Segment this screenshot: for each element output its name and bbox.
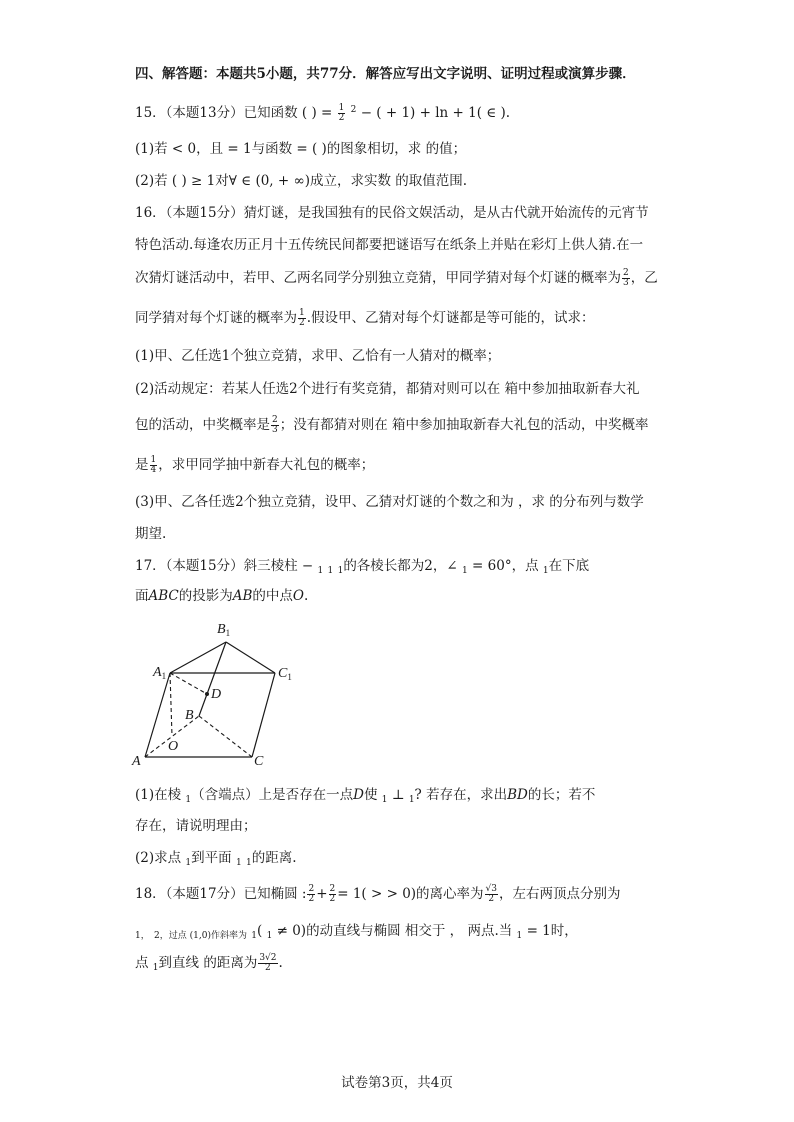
frac-den: 2 bbox=[265, 963, 271, 973]
page-footer: 试卷第3页，共4页 bbox=[341, 1075, 453, 1091]
subscript: 1 bbox=[542, 566, 549, 576]
subscript: 1 bbox=[327, 566, 334, 576]
q18-l1c: ，左右两顶点分别为 bbox=[499, 886, 621, 902]
subscript: 1 bbox=[185, 795, 192, 805]
frac-num: 2 bbox=[272, 415, 278, 425]
label-d: D bbox=[211, 687, 222, 702]
q17-p2c: 的距离. bbox=[251, 850, 297, 866]
q16-fraction-1-2 bbox=[298, 309, 306, 328]
subscript: 1 bbox=[337, 566, 344, 576]
edge-a1-b1 bbox=[170, 642, 226, 673]
q16-part2-c-text: 是 bbox=[135, 457, 149, 473]
subscript: 1 bbox=[235, 858, 242, 868]
subscript: 1 bbox=[266, 931, 273, 941]
q18-l1b: = 1( > > 0)的离心率为 bbox=[337, 886, 484, 902]
frac-num: 2 bbox=[308, 884, 315, 894]
q16-line3-tail: ，乙 bbox=[630, 270, 658, 286]
q17-part2 bbox=[135, 848, 297, 873]
segment-a1-d-hidden bbox=[170, 673, 207, 694]
frac-den: 4 bbox=[150, 465, 157, 475]
q16-part3-b: 期望. bbox=[135, 526, 167, 542]
q16-part2-b bbox=[135, 415, 649, 435]
q17-p1f: 的长；若不 bbox=[527, 787, 596, 803]
q15-square: 2 bbox=[350, 105, 357, 115]
q18-fraction-x bbox=[307, 885, 315, 904]
frac-num: 2 bbox=[623, 268, 629, 278]
subscript: 1 bbox=[381, 795, 388, 805]
q17-part1-b: 存在，请说明理由； bbox=[135, 818, 257, 834]
subscript: 1 bbox=[317, 566, 324, 576]
q17-l2-pre: 面 bbox=[135, 588, 149, 604]
q16-fraction-2-3 bbox=[622, 269, 630, 288]
q18-l3c: . bbox=[278, 955, 283, 971]
frac-num: √3 bbox=[485, 884, 498, 894]
q17-l1b: 的各棱长都为2，∠ bbox=[343, 558, 458, 574]
label-b1: $B_1$ bbox=[217, 622, 231, 638]
q17-l1c: = 60°，点 bbox=[472, 558, 539, 574]
q16-line4-tail: .假设甲、乙猜对每个灯谜都是等可能的，试求： bbox=[306, 310, 595, 326]
edge-b-c-hidden bbox=[199, 716, 252, 757]
q17-p1a: (1)在棱 bbox=[135, 787, 182, 803]
q17-l2-o: O bbox=[292, 588, 304, 604]
q18-l2b: 2，过点 (1,0)作斜率为 bbox=[154, 931, 247, 941]
q17-l2-end: . bbox=[304, 588, 309, 604]
segment-a1-o-hidden bbox=[170, 673, 172, 736]
subscript: 1 bbox=[251, 931, 257, 941]
q17-l2-abc: ABC bbox=[148, 588, 179, 604]
q16-part2-c-tail: ，求甲同学抽中新春大礼包的概率； bbox=[158, 457, 375, 473]
section-header: 四、解答题：本题共5小题，共77分．解答应写出文字说明、证明过程或演算步骤． bbox=[135, 66, 636, 82]
q16-part3-a: (3)甲、乙各任选2个独立竞猜，设甲、乙猜对灯谜的个数之和为 ，求 的分布列与数学 bbox=[135, 494, 644, 510]
frac-den: 2 bbox=[299, 318, 305, 328]
q18-l2e: = 1时， bbox=[526, 923, 578, 939]
q16-part2-b-text: 包的活动，中奖概率是 bbox=[135, 417, 270, 433]
q16-line4-text: 同学猜对每个灯谜的概率为 bbox=[135, 310, 297, 326]
q18-plus: + bbox=[316, 886, 328, 902]
q18-line2 bbox=[135, 921, 578, 946]
q17-p1d: ⊥ bbox=[391, 787, 405, 803]
label-a1: $A_1$ bbox=[153, 665, 167, 681]
q18-eccentricity bbox=[485, 885, 498, 904]
q15-half-num: 1 bbox=[338, 103, 345, 113]
subscript: 1 bbox=[152, 963, 159, 973]
q15-half-den: 2 bbox=[338, 113, 345, 123]
q16-part2-b-tail: ；没有都猜对则在 箱中参加抽取新春大礼包的活动，中奖概率 bbox=[279, 417, 649, 433]
q17-line1 bbox=[135, 556, 589, 581]
q16-fraction-2-3b bbox=[271, 416, 279, 435]
q15-stem-a: 15．（本题13分）已知函数 ( ) = bbox=[135, 105, 333, 121]
q16-line3-text: 次猜灯谜活动中，若甲、乙两名同学分别独立竞猜，甲同学猜对每个灯谜的概率为 bbox=[135, 270, 621, 286]
q16-part1: (1)甲、乙任选1个独立竞猜，求甲、乙恰有一人猜对的概率； bbox=[135, 348, 501, 364]
frac-den: 3 bbox=[272, 425, 278, 435]
q17-l1a: 17．（本题15分）斜三棱柱 − bbox=[135, 558, 314, 574]
frac-num: 3√2 bbox=[259, 953, 277, 963]
subscript: 1 bbox=[516, 931, 523, 941]
label-c: C bbox=[254, 754, 264, 769]
frac-num: 1 bbox=[150, 455, 157, 465]
q18-line3 bbox=[135, 953, 283, 978]
edge-b1-c1 bbox=[226, 642, 275, 673]
q16-line1: 16．（本题15分）猜灯谜，是我国独有的民俗文娱活动，是从古代就开始流传的元宵节 bbox=[135, 205, 649, 221]
q18-line1 bbox=[135, 884, 621, 904]
subscript: 1 bbox=[245, 858, 252, 868]
edge-b-b1 bbox=[199, 642, 226, 716]
q18-fraction-y bbox=[329, 885, 337, 904]
edge-a-a1 bbox=[145, 673, 170, 757]
q18-l3a: 点 bbox=[135, 955, 149, 971]
subscript: 1 bbox=[408, 795, 415, 805]
frac-num: 1 bbox=[299, 308, 305, 318]
label-a: A bbox=[132, 754, 141, 769]
edge-c-c1 bbox=[252, 673, 275, 757]
prism-figure bbox=[125, 615, 315, 770]
frac-den: 2 bbox=[488, 894, 495, 904]
subscript: 1 bbox=[462, 566, 468, 576]
q17-p1e: ? 若存在，求出 bbox=[414, 787, 508, 803]
q17-p1-bd: BD bbox=[507, 787, 528, 803]
q16-fraction-1-4 bbox=[150, 456, 158, 475]
subscript: 1 bbox=[185, 858, 192, 868]
q15-stem-c: − ( + 1) + ln + 1( ∈ ). bbox=[360, 105, 511, 121]
frac-num: 2 bbox=[329, 884, 336, 894]
q17-p2a: (2)求点 bbox=[135, 850, 182, 866]
q15-half-fraction bbox=[338, 104, 346, 123]
q18-l1a: 18．（本题17分）已知椭圆 : bbox=[135, 886, 307, 902]
frac-den: 2 bbox=[308, 894, 315, 904]
q17-l2-ab: AB bbox=[232, 588, 253, 604]
q17-line2 bbox=[135, 586, 308, 606]
q17-p1b: （含端点）上是否存在一点 bbox=[191, 787, 354, 803]
q17-l1d: 在下底 bbox=[548, 558, 590, 574]
frac-den: 2 bbox=[329, 894, 336, 904]
q17-p2b: 到平面 bbox=[191, 850, 232, 866]
q18-l2a: 1， bbox=[135, 931, 150, 941]
frac-den: 3 bbox=[623, 278, 629, 288]
q17-l2-mid: 的投影为 bbox=[178, 588, 233, 604]
q15-part2: (2)若 ( ) ≥ 1对∀ ∈ (0, + ∞)成立，求实数 的取值范围. bbox=[135, 173, 468, 189]
q15-part1: (1)若 < 0，且 = 1与函数 = ( )的图象相切，求 的值； bbox=[135, 141, 467, 157]
q18-l2d: ≠ 0)的动直线与椭圆 相交于 ， 两点.当 bbox=[276, 923, 513, 939]
q18-distance bbox=[258, 954, 277, 973]
q15-stem bbox=[135, 100, 510, 123]
q17-p1c: 使 bbox=[363, 787, 378, 803]
q16-part2-c bbox=[135, 455, 374, 475]
q16-line2: 特色活动.每逢农历正月十五传统民间都要把谜语写在纸条上并贴在彩灯上供人猜.在一 bbox=[135, 237, 644, 253]
q16-part2-a: (2)活动规定：若某人任选2个进行有奖竞猜，都猜对则可以在 箱中参加抽取新春大礼 bbox=[135, 381, 640, 397]
q17-p1-d: D bbox=[353, 787, 364, 803]
q17-part1-a bbox=[135, 785, 595, 810]
label-b: B bbox=[185, 708, 194, 723]
label-o: O bbox=[168, 739, 179, 754]
label-c1: $C_1$ bbox=[278, 666, 292, 682]
q18-l3b: 到直线 的距离为 bbox=[158, 955, 258, 971]
point-d bbox=[205, 692, 209, 696]
q18-l2c: ( bbox=[257, 923, 263, 939]
q16-line4 bbox=[135, 308, 595, 328]
q17-l2-post: 的中点 bbox=[252, 588, 293, 604]
q16-line3 bbox=[135, 268, 658, 288]
